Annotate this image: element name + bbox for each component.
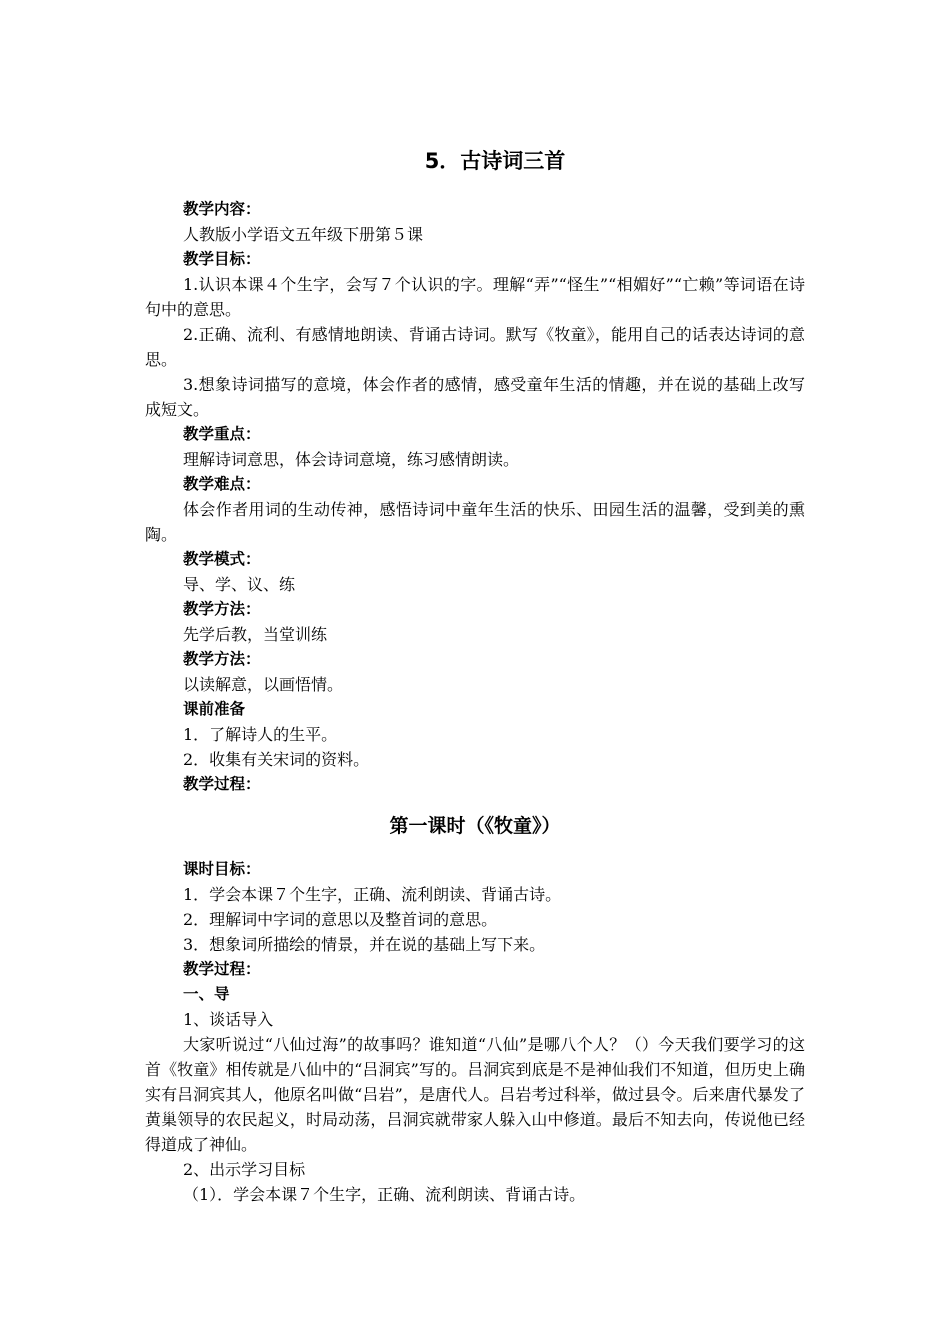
goal-item: 1.认识本课４个生字，会写７个认识的字。理解“弄”“怪生”“相媚好”“亡赖”等词语在诗句中的意思。 — [145, 275, 805, 319]
step-item: （1）．学会本课７个生字，正确、流利朗读、背诵古诗。 — [183, 1185, 586, 1204]
mode-text: 导、学、议、练 — [183, 575, 296, 594]
focus-text: 理解诗词意思，体会诗词意境，练习感情朗读。 — [183, 450, 520, 469]
prep-item: 1．了解诗人的生平。 — [183, 725, 338, 744]
method-text: 先学后教，当堂训练 — [183, 625, 328, 644]
prep-heading: 课前准备 — [183, 700, 246, 718]
mode-heading: 教学模式： — [183, 550, 261, 568]
step-label: 1、谈话导入 — [183, 1010, 274, 1029]
lesson-goal-item: 1．学会本课７个生字，正确、流利朗读、背诵古诗。 — [183, 885, 562, 904]
lesson-goals-heading: 课时目标： — [183, 860, 261, 878]
difficulty-heading: 教学难点： — [183, 475, 261, 493]
page-title: 5．古诗词三首 — [424, 149, 566, 173]
lesson-goal-item: 2．理解词中字词的意思以及整首词的意思。 — [183, 910, 498, 929]
content-text: 人教版小学语文五年级下册第５课 — [183, 225, 424, 244]
goals-heading: 教学目标： — [183, 250, 261, 268]
lesson-goal-item: 3．想象词所描绘的情景，并在说的基础上写下来。 — [183, 935, 546, 954]
prep-item: 2．收集有关宋词的资料。 — [183, 750, 370, 769]
focus-heading: 教学重点： — [183, 425, 261, 443]
step-label: 2、出示学习目标 — [183, 1160, 306, 1179]
lesson-process-heading: 教学过程： — [183, 960, 261, 978]
lesson-title: 第一课时（《牧童》） — [389, 815, 561, 837]
method-heading: 教学方法： — [183, 600, 261, 618]
step-text: 大家听说过“八仙过海”的故事吗？谁知道“八仙”是哪八个人？（）今天我们要学习的这首《牧童》相传就是八仙中的“吕洞宾”写的。吕洞宾到底是不是神仙我们不知道，但历史上确实有吕洞宾其人，他原名叫做“吕岩”，是唐代人。吕岩考过科举，做过县令。后来唐代暴发了黄巢领导的农民起义，时局动荡，吕洞宾就带家人躲入山中修道。最后不知去向，传说他已经得道成了神仙。 — [145, 1035, 805, 1154]
goal-item: 2.正确、流利、有感情地朗读、背诵古诗词。默写《牧童》，能用自己的话表达诗词的意思。 — [145, 325, 805, 369]
method-heading: 教学方法： — [183, 650, 261, 668]
process-heading: 教学过程： — [183, 775, 261, 793]
difficulty-text: 体会作者用词的生动传神，感悟诗词中童年生活的快乐、田园生活的温馨，受到美的熏陶。 — [145, 500, 805, 544]
method-text: 以读解意，以画悟情。 — [183, 675, 344, 694]
section-heading: 一、导 — [183, 985, 230, 1003]
content-heading: 教学内容： — [183, 200, 261, 218]
document-content — [145, 143, 805, 1207]
goal-item: 3.想象诗词描写的意境，体会作者的感情，感受童年生活的情趣，并在说的基础上改写成短文。 — [145, 375, 805, 419]
